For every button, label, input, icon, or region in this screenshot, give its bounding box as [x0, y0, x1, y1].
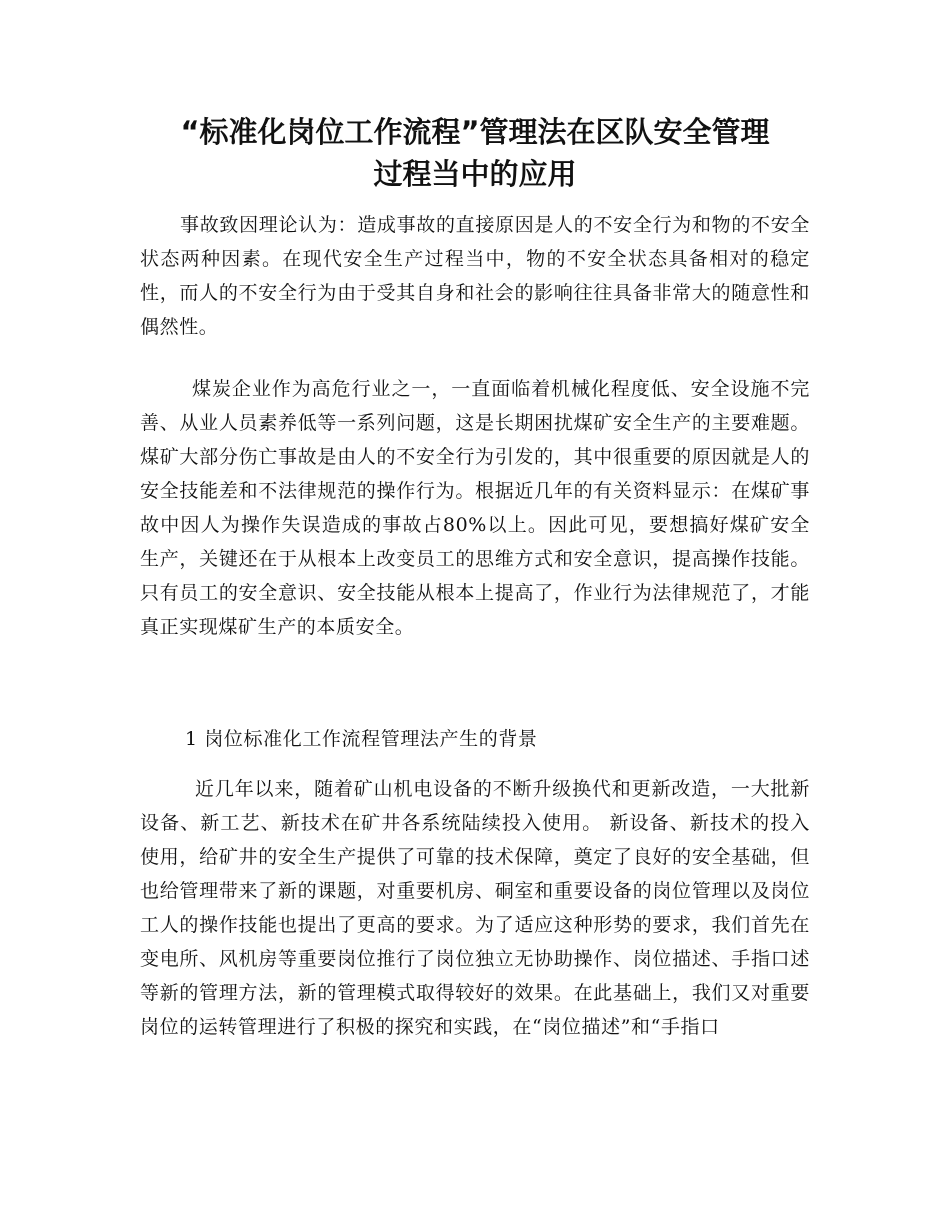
intro-paragraph: 事故致因理论认为：造成事故的直接原因是人的不安全行为和物的不安全状态两种因素。在现代安全生产过程当中，物的不安全状态具备相对的稳定性，而人的不安全行为由于受其自身和社会的影响往往具备非常大的随意性和偶然性。: [140, 214, 810, 338]
document-title-line-1: “标准化岗位工作流程”管理法在区队安全管理: [180, 115, 770, 149]
section-paragraph: 近几年以来，随着矿山机电设备的不断升级换代和更新改造，一大批新设备、新工艺、新技术在矿井各系统陆续投入使用。 新设备、新技术的投入使用，给矿井的安全生产提供了可靠的技术保障，奠定了良好的安全基础，但也给管理带来了新的课题，对重要机房、硐室和重要设备的岗位管理以及岗位工人的操作技能也提出了更高的要求。为了适应这种形势的要求，我们首先在变电所、风机房等重要岗位推行了岗位独立无协助操作、岗位描述、手指口述等新的管理方法，新的管理模式取得较好的效果。在此基础上，我们又对重要岗位的运转管理进行了积极的探究和实践，在“岗位描述”和“手指口: [140, 778, 810, 1038]
section-heading: 1 岗位标准化工作流程管理法产生的背景: [185, 728, 538, 750]
body-paragraph: 煤炭企业作为高危行业之一，一直面临着机械化程度低、安全设施不完善、从业人员素养低等一系列问题，这是长期困扰煤矿安全生产的主要难题。煤矿大部分伤亡事故是由人的不安全行为引发的，其中很重要的原因就是人的安全技能差和不法律规范的操作行为。根据近几年的有关资料显示：在煤矿事故中因人为操作失误造成的事故占80%以上。因此可见，要想搞好煤矿安全生产，关键还在于从根本上改变员工的思维方式和安全意识，提高操作技能。只有员工的安全意识、安全技能从根本上提高了，作业行为法律规范了，才能真正实现煤矿生产的本质安全。: [140, 378, 810, 638]
document-title-line-2: 过程当中的应用: [373, 157, 577, 191]
